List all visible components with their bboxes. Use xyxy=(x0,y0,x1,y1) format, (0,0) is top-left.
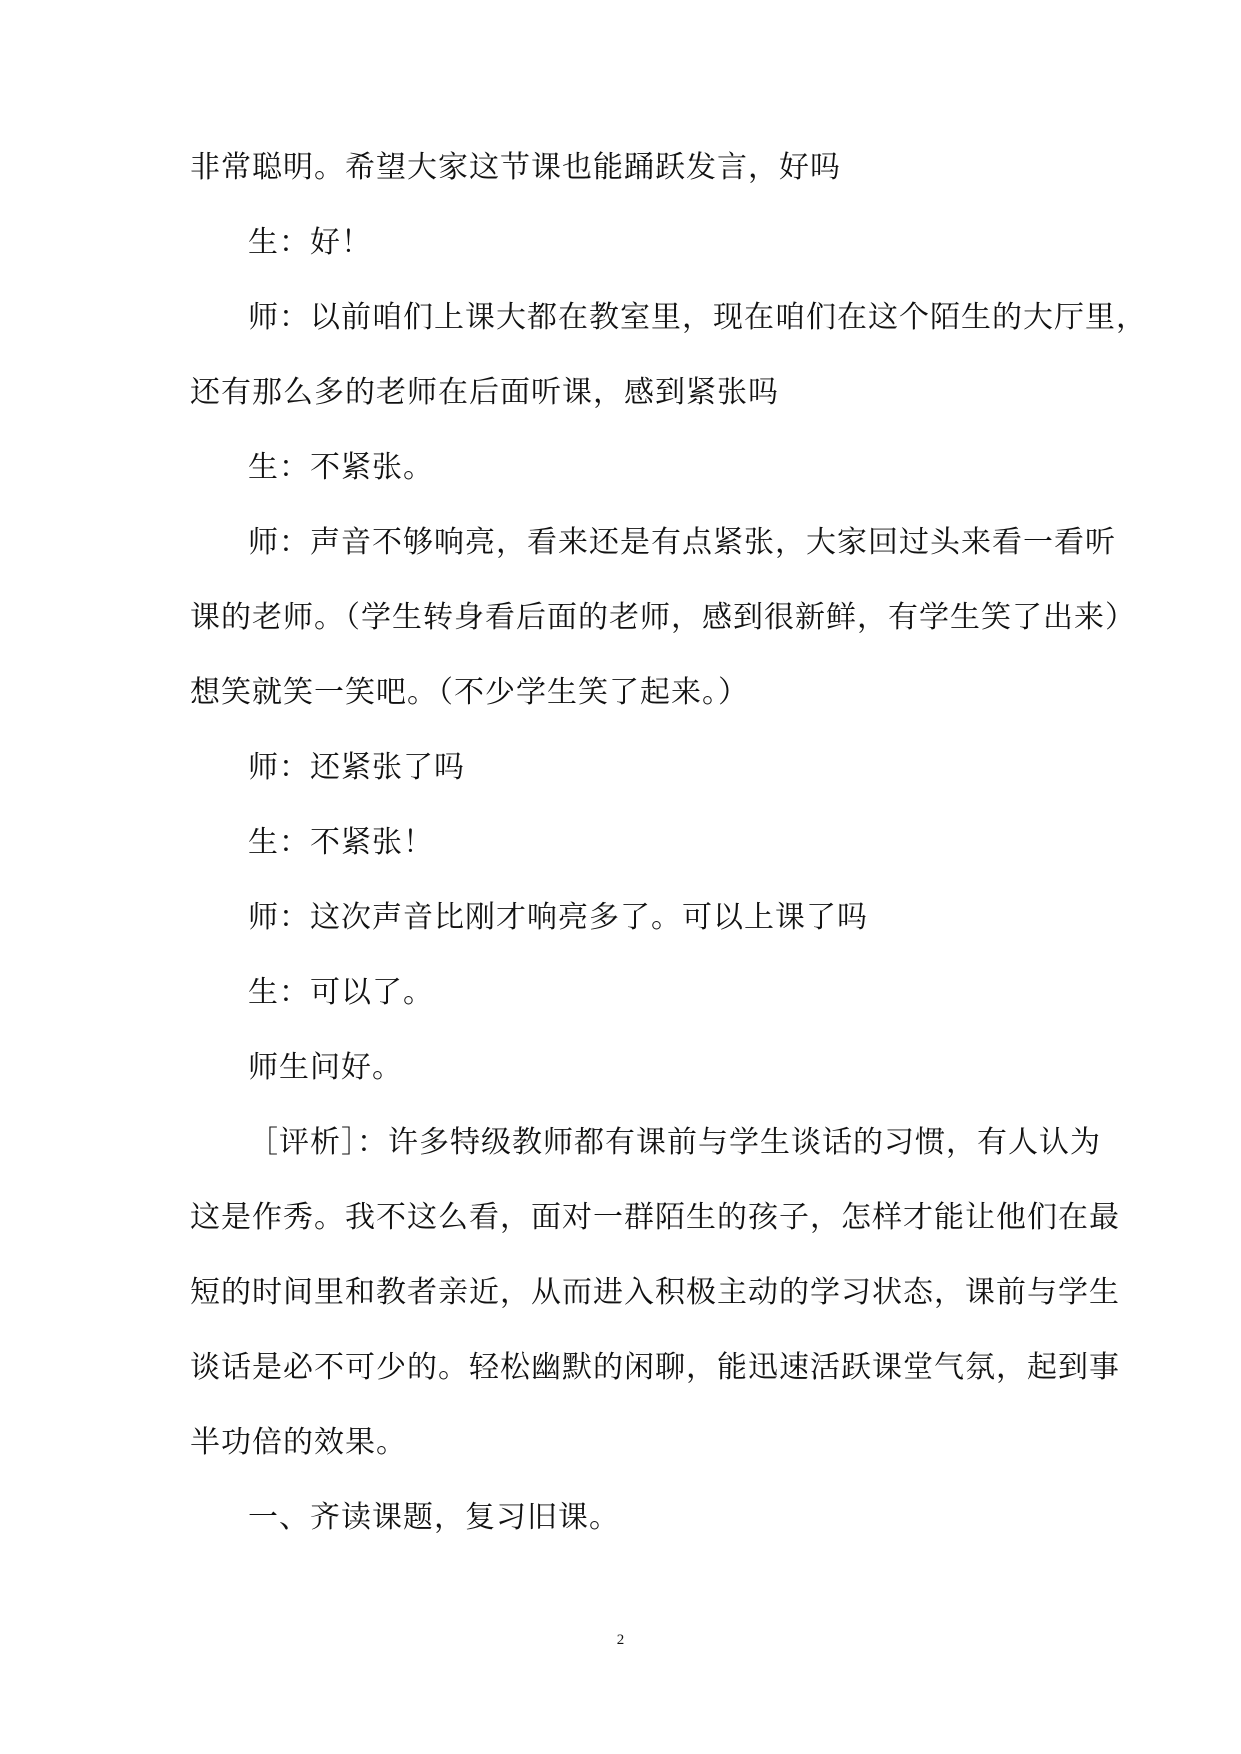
dialogue-line: 课的老师。（学生转身看后面的老师，感到很新鲜，有学生笑了出来） xyxy=(190,600,1136,635)
commentary-line: 短的时间里和教者亲近，从而进入积极主动的学习状态，课前与学生 xyxy=(190,1275,1120,1310)
section-heading: 一、齐读课题，复习旧课。 xyxy=(248,1500,620,1535)
paragraph-line: 师生问好。 xyxy=(248,1050,403,1085)
dialogue-line: 师：还紧张了吗 xyxy=(248,750,465,785)
commentary-line: ［评析］：许多特级教师都有课前与学生谈话的习惯，有人认为 xyxy=(248,1125,1101,1160)
dialogue-line: 生：好！ xyxy=(248,225,372,260)
commentary-line: 半功倍的效果。 xyxy=(190,1425,407,1460)
dialogue-line: 师：声音不够响亮，看来还是有点紧张，大家回过头来看一看听 xyxy=(248,525,1116,560)
dialogue-line: 生：不紧张。 xyxy=(248,450,434,485)
commentary-line: 谈话是必不可少的。轻松幽默的闲聊，能迅速活跃课堂气氛，起到事 xyxy=(190,1350,1120,1385)
dialogue-line: 生：可以了。 xyxy=(248,975,434,1010)
dialogue-line: 还有那么多的老师在后面听课，感到紧张吗 xyxy=(190,375,779,410)
dialogue-line: 生：不紧张！ xyxy=(248,825,434,860)
paragraph-line: 非常聪明。希望大家这节课也能踊跃发言，好吗 xyxy=(190,150,841,185)
dialogue-line: 师：以前咱们上课大都在教室里，现在咱们在这个陌生的大厅里， xyxy=(248,300,1147,335)
page-number: 2 xyxy=(616,1632,625,1648)
dialogue-line: 想笑就笑一笑吧。（不少学生笑了起来。） xyxy=(190,675,749,710)
commentary-line: 这是作秀。我不这么看，面对一群陌生的孩子，怎样才能让他们在最 xyxy=(190,1200,1120,1235)
dialogue-line: 师：这次声音比刚才响亮多了。可以上课了吗 xyxy=(248,900,868,935)
